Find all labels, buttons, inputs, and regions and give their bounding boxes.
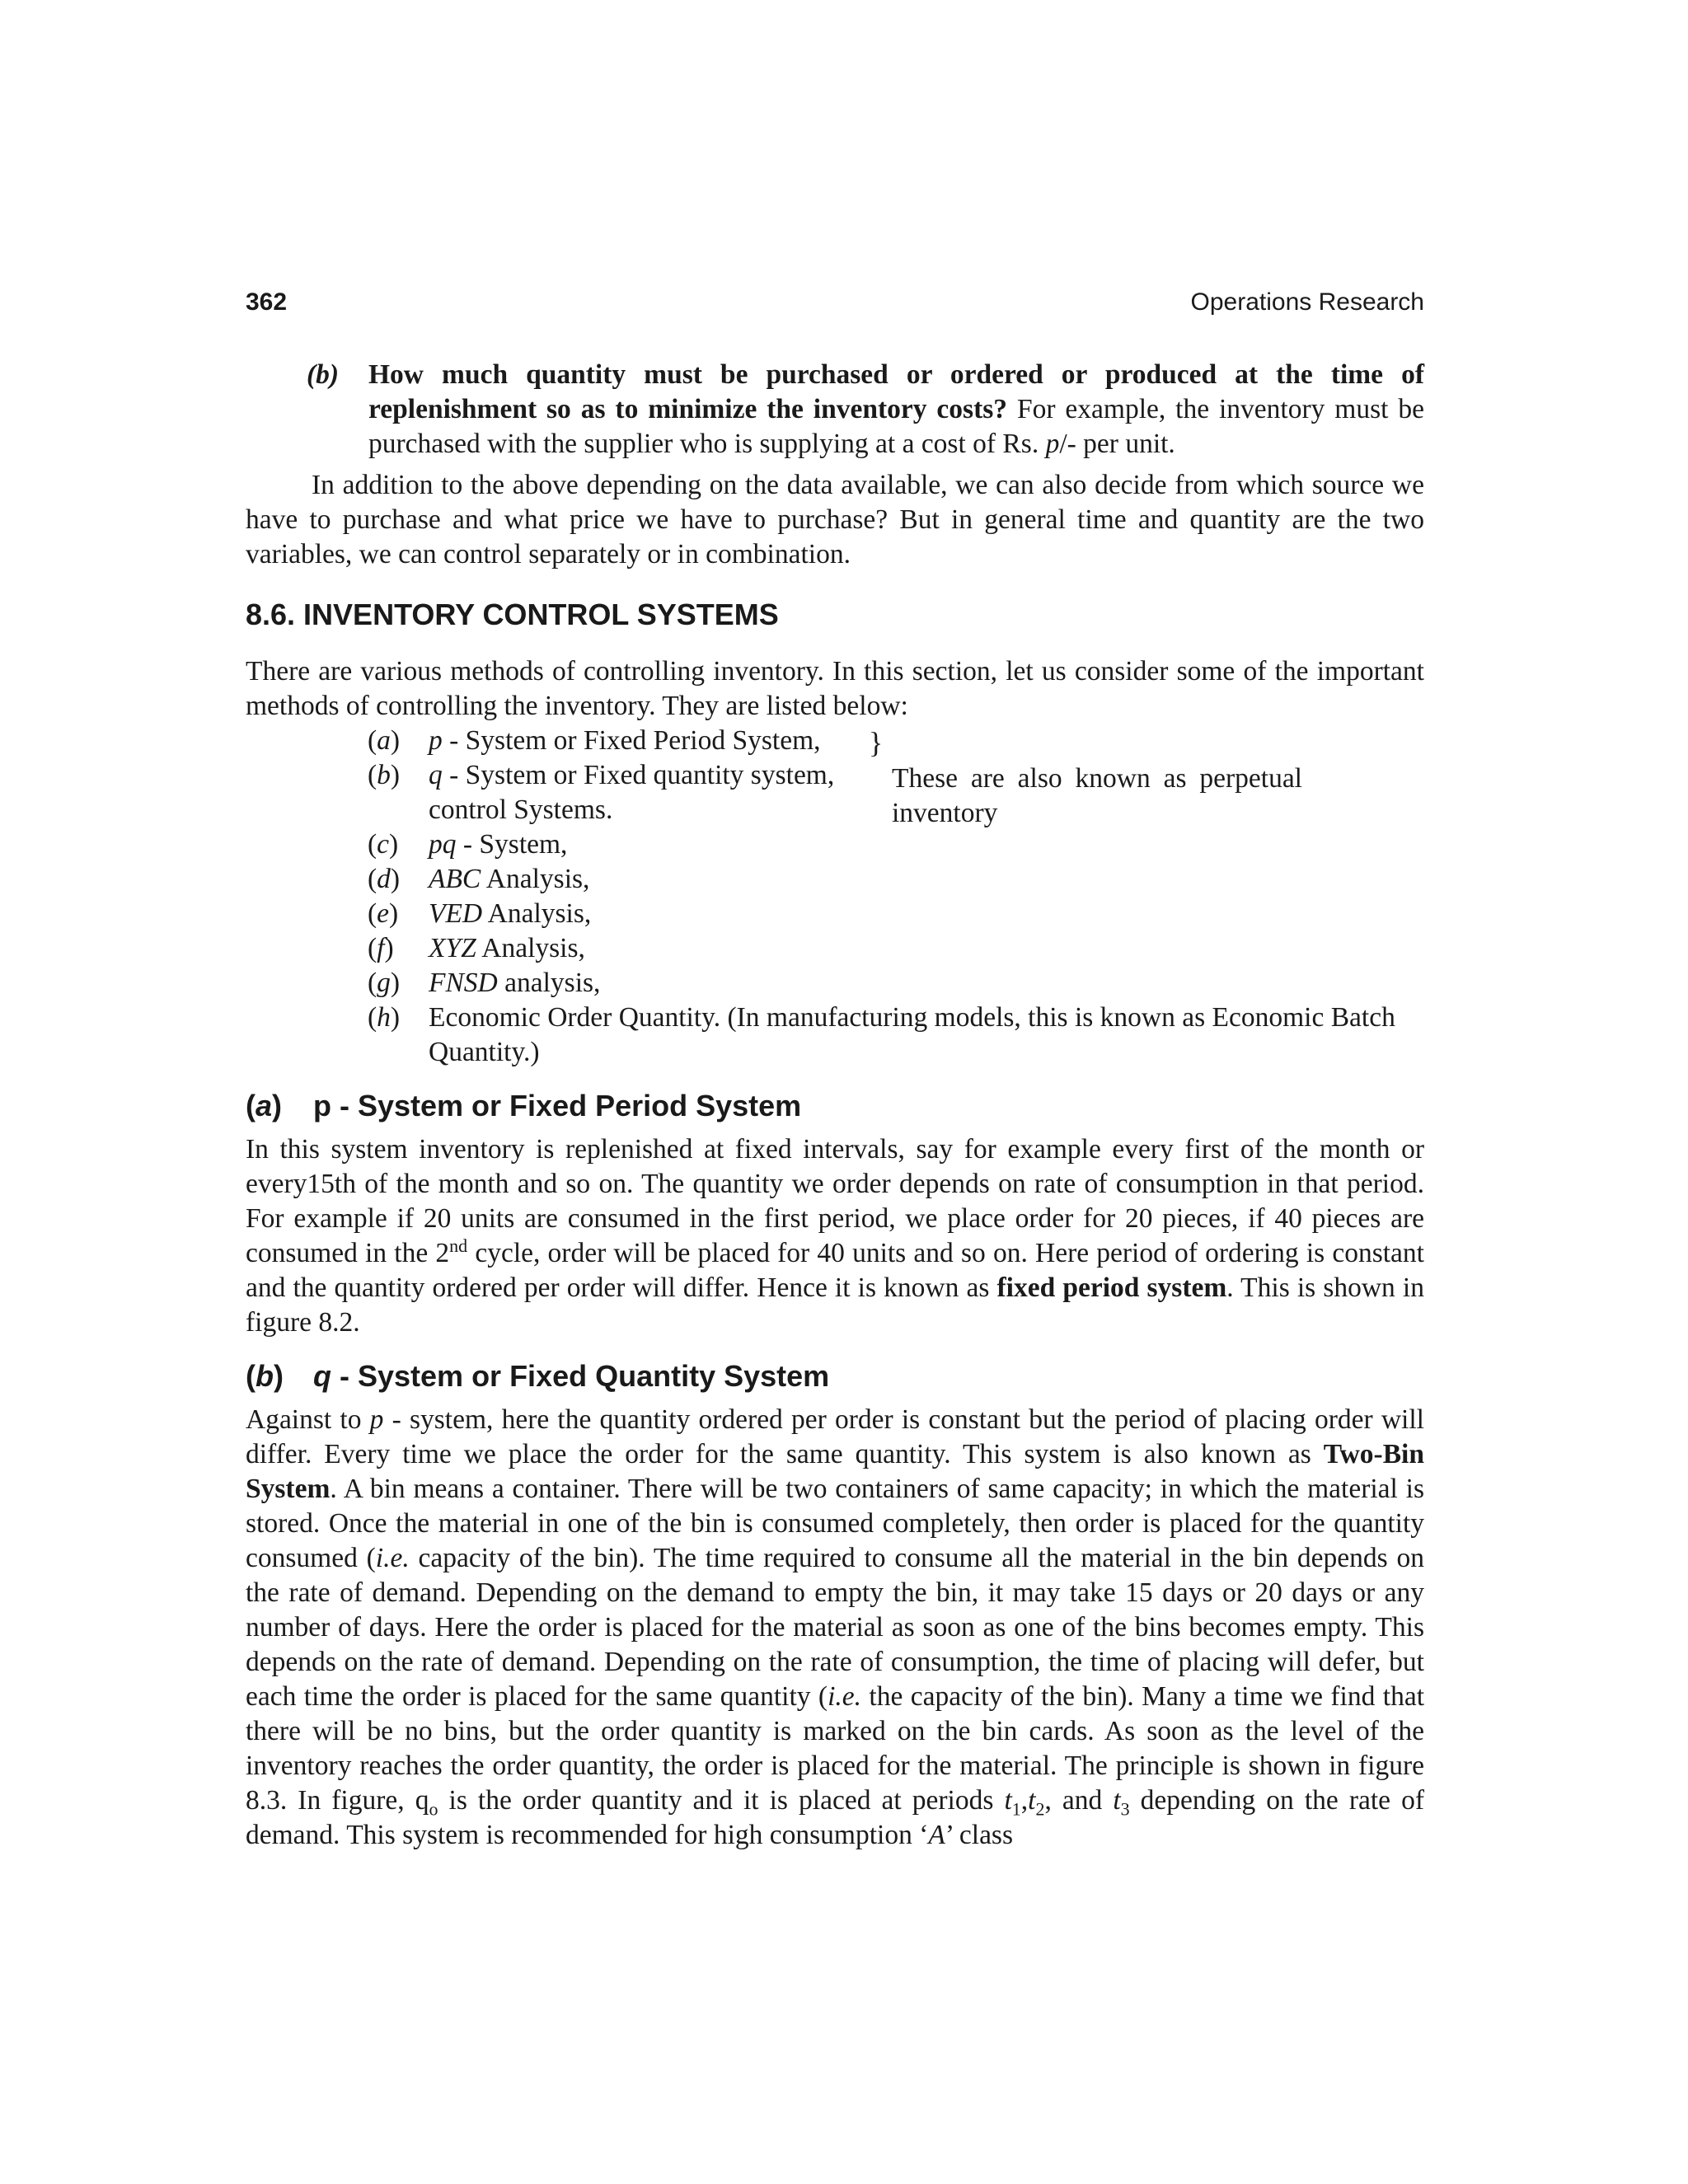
subsection-heading-b: (b) q - System or Fixed Quantity System bbox=[246, 1359, 830, 1393]
section-heading: 8.6. INVENTORY CONTROL SYSTEMS bbox=[246, 598, 779, 631]
methods-list bbox=[246, 724, 1424, 1070]
subsection-heading-a: (a) p - System or Fixed Period System bbox=[246, 1089, 802, 1122]
question-b-text: How much quantity must be purchased or ordered or produced at the time of replenishment so as to minimize the inventory costs? For example, the inventory must be purchased with the supplier who is supplying at a cost of Rs. p/- per unit. bbox=[368, 359, 1424, 459]
list-item: (b) q - System or Fixed quantity system, control Systems. bbox=[368, 758, 1424, 827]
section-intro: There are various methods of controlling inventory. In this section, let us consider some of the important methods of controlling the inventory. They are listed below: bbox=[246, 656, 1424, 721]
list-item-label: (d) bbox=[368, 864, 401, 894]
list-item: (g) FNSD analysis, bbox=[368, 966, 1424, 1001]
list-item-label: (e) bbox=[368, 898, 399, 929]
paragraph-fixed-period: In this system inventory is replenished at fixed intervals, say for example every first of the month or every15th of the month and so on. The quantity we order depends on rate of consumption in that period. For example if 20 units are consumed in the first period, we place order for 20 pieces, if 40 pieces are consumed in the 2nd cycle, order will be placed for 40 units and so on. Here period of ordering is constant and the quantity ordered per order will differ. Hence it is known as fixed period system. This is shown in figure 8.2. bbox=[246, 1134, 1424, 1338]
list-item-label: (b) bbox=[368, 760, 401, 790]
list-item: (f) XYZ Analysis, bbox=[368, 931, 1424, 966]
list-item: (d) ABC Analysis, bbox=[368, 862, 1424, 897]
page-content bbox=[246, 358, 1424, 1853]
list-item-label: (c) bbox=[368, 829, 399, 860]
brace-symbol: } bbox=[869, 726, 884, 759]
list-item: (h) Economic Order Quantity. (In manufacturing models, this is known as Economic Batch Quantity.) bbox=[368, 1001, 1424, 1070]
paragraph-fixed-quantity: Against to p - system, here the quantity ordered per order is constant but the period of placing order will differ. Every time we place the order for the same quantity. This system is also known as Two-Bin System. A bin means a container. There will be two containers of same capacity; in which the material is stored. Once the material in one of the bin is consumed completely, then order is placed for the quantity consumed (i.e. capacity of the bin). The time required to consume all the material in the bin depends on the rate of demand. Depending on the demand to empty the bin, it may take 15 days or 20 days or any number of days. Here the order is placed for the material as soon as one of the bins becomes empty. This depends on the rate of demand. Depending on the rate of consumption, the time of placing will defer, but each time the order is placed for the same quantity (i.e. the capacity of the bin). Many a time we find that there will be no bins, but the order quantity is marked on the bin cards. As soon as the level of the inventory reaches the order quantity, the order is placed for the material. The principle is shown in figure 8.3. In figure, $q_o$ is the order quantity and it is placed at periods $t_1,t_2$, and $t_3$ depending on the rate of demand. This system is recommended for high consumption ‘A’ class bbox=[246, 1404, 1425, 1850]
question-b-bold: How much quantity must be purchased or ordered or produced at the time of replenishment so as to minimize the inventory costs? bbox=[368, 359, 1424, 424]
page-header bbox=[246, 288, 1424, 325]
running-title: Operations Research bbox=[1190, 288, 1424, 316]
list-item-label: (h) bbox=[368, 1002, 401, 1033]
list-item-label: (g) bbox=[368, 968, 401, 998]
page-number: 362 bbox=[246, 288, 288, 316]
question-b-label: (b) bbox=[307, 359, 340, 390]
list-item: (c) pq - System, bbox=[368, 827, 1424, 862]
paragraph-addition: In addition to the above depending on the data available, we can also decide from which source we have to purchase and what price we have to purchase? But in general time and quantity are the two variables, we can control separately or in combination. bbox=[246, 470, 1424, 569]
list-item-label: (a) bbox=[368, 725, 401, 756]
list-item: (a) p - System or Fixed Period System, bbox=[368, 724, 1424, 758]
brace-note: These are also known as perpetual inventory bbox=[892, 763, 1302, 828]
list-item: (e) VED Analysis, bbox=[368, 897, 1424, 931]
list-item-label: (f) bbox=[368, 933, 394, 963]
question-b bbox=[246, 358, 1424, 462]
